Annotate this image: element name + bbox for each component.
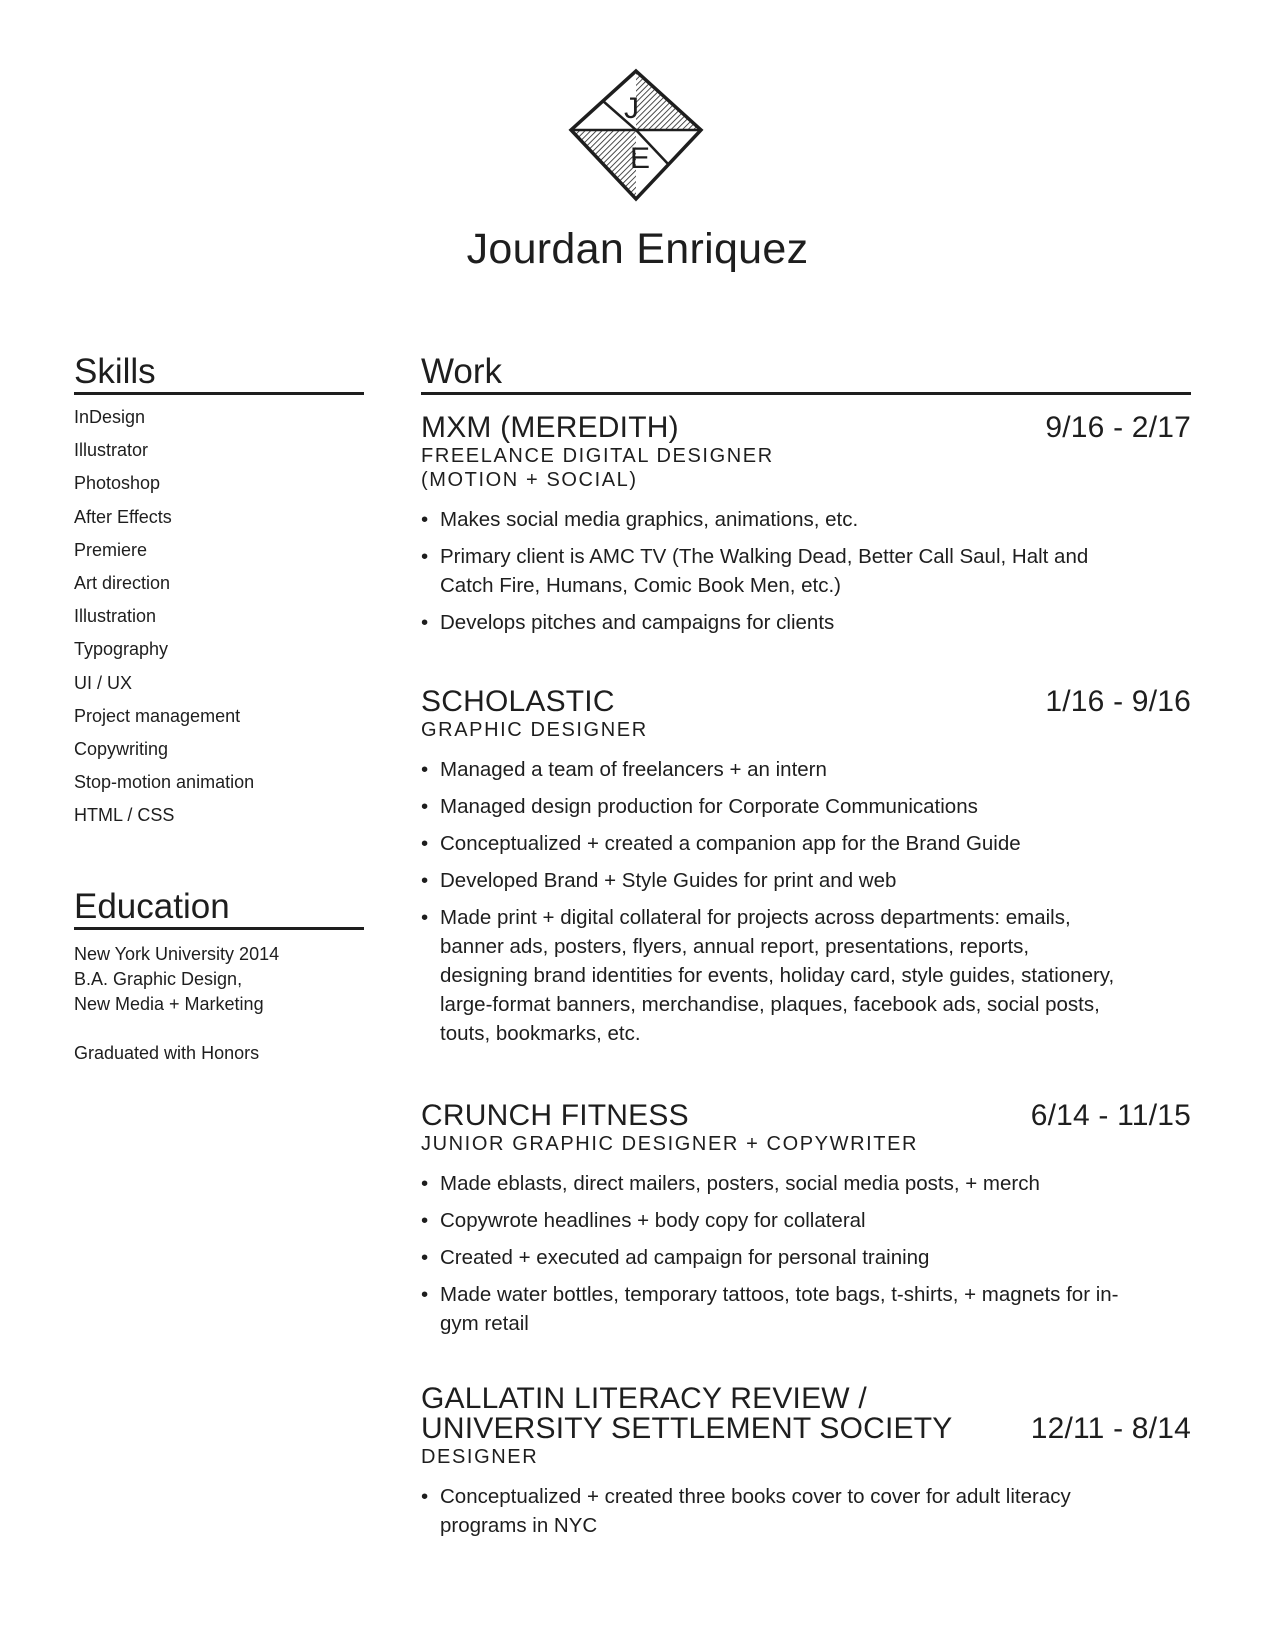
bullet-item: • Conceptualized + created three books cover to cover for adult literacy programs in NYC bbox=[421, 1482, 1120, 1540]
job-entry bbox=[421, 413, 1191, 645]
bullet-item: • Copywrote headlines + body copy for collateral bbox=[421, 1206, 1120, 1235]
job-role: (MOTION + SOCIAL) bbox=[421, 469, 638, 491]
job-role: JUNIOR GRAPHIC DESIGNER + COPYWRITER bbox=[421, 1133, 919, 1155]
job-entry bbox=[421, 1101, 1191, 1346]
skill-item: Premiere bbox=[74, 539, 148, 560]
skill-item: Copywriting bbox=[74, 739, 169, 760]
skills-list bbox=[74, 401, 364, 833]
skill-item: Art direction bbox=[74, 573, 171, 594]
job-header bbox=[421, 687, 1191, 717]
job-entry bbox=[421, 1384, 1191, 1548]
company-line: GALLATIN LITERACY REVIEW / bbox=[421, 1382, 867, 1415]
company-line: MXM (MEREDITH) bbox=[421, 411, 679, 444]
job-header bbox=[421, 413, 1191, 443]
company-line: CRUNCH FITNESS bbox=[421, 1099, 689, 1132]
job-dates: 9/16 - 2/17 bbox=[1045, 411, 1191, 444]
skill-item: After Effects bbox=[74, 506, 172, 527]
company-line: SCHOLASTIC bbox=[421, 685, 615, 718]
job-bullets bbox=[421, 1169, 1191, 1338]
education-heading: Education bbox=[74, 887, 364, 930]
job-role: DESIGNER bbox=[421, 1446, 539, 1468]
job-entry bbox=[421, 687, 1191, 1056]
company-line: UNIVERSITY SETTLEMENT SOCIETY bbox=[421, 1412, 953, 1445]
job-header bbox=[421, 1101, 1191, 1131]
skill-item: InDesign bbox=[74, 407, 146, 427]
job-dates: 12/11 - 8/14 bbox=[1030, 1412, 1191, 1445]
bullet-item: • Develops pitches and campaigns for clients bbox=[421, 608, 1120, 637]
skill-item: Stop-motion animation bbox=[74, 772, 255, 793]
skill-item: Illustrator bbox=[74, 440, 149, 461]
bullet-item: • Made eblasts, direct mailers, posters, social media posts, + merch bbox=[421, 1169, 1120, 1198]
person-name: Jourdan Enriquez bbox=[466, 225, 809, 273]
job-dates: 6/14 - 11/15 bbox=[1030, 1099, 1191, 1132]
skill-item: Typography bbox=[74, 639, 169, 660]
bullet-item: • Developed Brand + Style Guides for print and web bbox=[421, 866, 1120, 895]
job-header bbox=[421, 1384, 1191, 1444]
skills-heading: Skills bbox=[74, 352, 364, 395]
skill-item: Illustration bbox=[74, 606, 157, 627]
bullet-item: • Primary client is AMC TV (The Walking Dead, Better Call Saul, Halt and Catch Fire, Humans, Comic Book Men, etc.) bbox=[421, 542, 1120, 600]
skill-item: Photoshop bbox=[74, 473, 161, 494]
education-line: New York University 2014 bbox=[74, 944, 280, 964]
education-details bbox=[74, 942, 364, 1017]
work-heading: Work bbox=[421, 352, 1191, 395]
education-line: New Media + Marketing bbox=[74, 994, 264, 1014]
job-dates: 1/16 - 9/16 bbox=[1045, 685, 1191, 718]
bullet-item: • Conceptualized + created a companion app for the Brand Guide bbox=[421, 829, 1120, 858]
job-bullets bbox=[421, 755, 1191, 1048]
monogram-letter-top: J bbox=[624, 92, 639, 125]
job-bullets bbox=[421, 1482, 1191, 1540]
skill-item: UI / UX bbox=[74, 672, 133, 693]
skill-item: Project management bbox=[74, 705, 241, 726]
bullet-item: • Makes social media graphics, animations, etc. bbox=[421, 505, 1120, 534]
job-bullets bbox=[421, 505, 1191, 637]
education-honors: Graduated with Honors bbox=[74, 1043, 260, 1063]
monogram-letter-bottom: E bbox=[630, 142, 651, 175]
bullet-item: • Made print + digital collateral for projects across departments: emails, banner ads, posters, flyers, annual report, presentations, reports, designing brand identities for events, holiday card, style guides, stationery, large-format banners, merchandise, plaques, facebook ads, social posts, touts, bookmarks, etc. bbox=[421, 903, 1120, 1048]
monogram-logo bbox=[568, 68, 704, 204]
bullet-item: • Managed design production for Corporate Communications bbox=[421, 792, 1120, 821]
skills-section bbox=[74, 352, 364, 833]
bullet-item: • Managed a team of freelancers + an intern bbox=[421, 755, 1120, 784]
work-section bbox=[421, 352, 1191, 395]
skill-item: HTML / CSS bbox=[74, 805, 175, 826]
bullet-item: • Created + executed ad campaign for personal training bbox=[421, 1243, 1120, 1272]
education-section bbox=[74, 887, 364, 1066]
bullet-item: • Made water bottles, temporary tattoos, tote bags, t-shirts, + magnets for in-gym retail bbox=[421, 1280, 1120, 1338]
education-line: B.A. Graphic Design, bbox=[74, 969, 243, 989]
job-role: FREELANCE DIGITAL DESIGNER bbox=[421, 445, 774, 467]
job-role: GRAPHIC DESIGNER bbox=[421, 719, 648, 741]
